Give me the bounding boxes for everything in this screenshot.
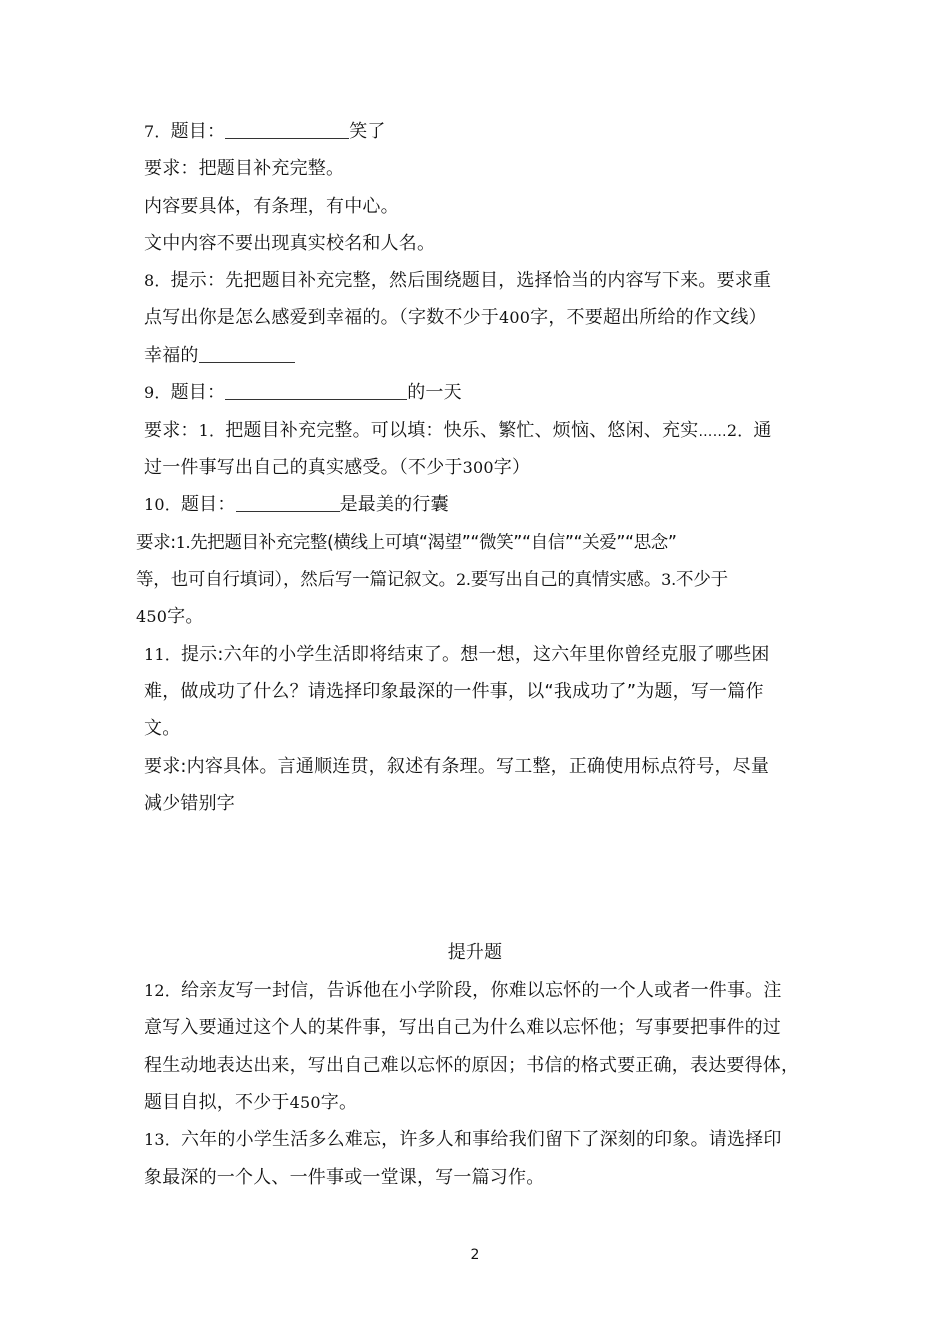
q8-title-blank[interactable] (199, 344, 295, 363)
q12-line4 (144, 1091, 357, 1115)
q12-line4-text-a: 题目自拟，不少于 (144, 1092, 290, 1113)
q9-line2 (144, 456, 530, 480)
q8-title-line (144, 344, 295, 368)
q9-title-line (144, 381, 462, 405)
q10-line2-text-a: 等，也可自行填词），然后写一篇记叙文。 (136, 570, 456, 590)
q8-line2-text-b: 字，不要超出所给的作文线） (530, 307, 767, 328)
q9-req-label: 要求： (144, 420, 199, 441)
section-title: 提升题 (447, 942, 503, 963)
q12-line1 (144, 979, 782, 1003)
page-number: 2 (470, 1247, 480, 1263)
q9-line2-text-b: 字） (493, 457, 531, 478)
q9-title-label: 题目： (170, 382, 226, 403)
q10-line2-text-b: 要写出自己的真情实感。 (470, 570, 662, 590)
q9-line2-text-a: 过一件事写出自己的真实感受。（不少于 (144, 457, 463, 478)
q13-line1 (144, 1128, 782, 1152)
q8-line1 (144, 269, 771, 293)
q9-req-ellipsis: …… (698, 424, 727, 440)
q7-line3: 文中内容不要出现真实校名和人名。 (144, 233, 436, 254)
q10-requirement (136, 531, 677, 555)
q13-line1-text: 六年的小学生活多么难忘，许多人和事给我们留下了深刻的印象。请选择印 (180, 1129, 782, 1150)
q10-line3-text: 字。 (167, 606, 204, 627)
q11-line1-text: 提示:六年的小学生活即将结束了。想一想，这六年里你曾经克服了哪些困 (180, 644, 770, 665)
q9-req-text: 把题目补充完整。可以填：快乐、繁忙、烦恼、悠闲、充实 (225, 420, 699, 441)
q12-line2: 意写入要通过这个人的某件事，写出自己为什么难以忘怀他；写事要把事件的过 (144, 1017, 781, 1038)
q8-title-prefix: 幸福的 (144, 345, 199, 366)
q7-line2: 内容要具体，有条理，有中心。 (144, 196, 399, 217)
q10-title-blank[interactable] (236, 493, 340, 512)
q10-num3: 3. (661, 570, 677, 589)
q11-requirement-line2: 减少错别字 (144, 793, 235, 814)
q10-num2: 2. (455, 570, 471, 589)
q10-title-suffix: 是最美的行囊 (339, 494, 449, 515)
q9-requirement (144, 419, 772, 444)
q8-number: 8． (144, 271, 171, 290)
q9-req-num1: 1． (198, 421, 226, 440)
q10-title-line (144, 493, 449, 517)
q7-title-line (144, 120, 386, 144)
q10-req-num1: 1. (175, 533, 191, 552)
q10-req-text: 先把题目补充完整(横线上可填“渴望”“微笑”“自信”“关爱”“思念” (190, 533, 677, 553)
q10-req-label: 要求: (136, 533, 176, 553)
q7-title-label: 题目： (170, 121, 226, 142)
q10-line3 (136, 605, 204, 629)
q12-word-count: 450 (289, 1093, 321, 1112)
q10-line2-text-c: 不少于 (676, 570, 728, 590)
q9-req-text-c: 通 (753, 420, 772, 441)
q10-line2 (136, 568, 728, 592)
q8-line2 (144, 306, 767, 330)
q7-requirement: 要求：把题目补充完整。 (144, 158, 345, 179)
q10-title-label: 题目： (180, 494, 236, 515)
q9-number: 9． (144, 383, 171, 402)
q9-title-suffix: 的一天 (407, 382, 462, 403)
q11-line1 (144, 643, 770, 667)
q7-title-blank[interactable] (225, 120, 349, 139)
q11-requirement: 要求:内容具体。言通顺连贯，叙述有条理。写工整，正确使用标点符号，尽量 (144, 756, 770, 777)
q12-line1-text: 给亲友写一封信，告诉他在小学阶段，你难以忘怀的一个人或者一件事。注 (180, 980, 782, 1001)
q13-number: 13． (144, 1130, 181, 1149)
q11-number: 11． (144, 645, 181, 664)
q11-line2: 难，做成功了什么？请选择印象最深的一件事，以“我成功了”为题，写一篇作 (144, 681, 764, 702)
q7-title-suffix: 笑了 (349, 121, 386, 142)
q9-word-count: 300 (462, 458, 494, 477)
q12-line4-text-b: 字。 (320, 1092, 358, 1113)
q9-title-blank[interactable] (225, 381, 407, 400)
q10-number: 10． (144, 495, 181, 514)
q8-word-count: 400 (499, 308, 531, 327)
q11-line3: 文。 (144, 718, 181, 739)
q10-word-count: 450 (136, 607, 168, 626)
q12-number: 12． (144, 981, 181, 1000)
q9-req-num2: 2． (726, 421, 754, 440)
q12-line3: 程生动地表达出来，写出自己难以忘怀的原因；书信的格式要正确，表达要得体， (144, 1055, 800, 1076)
q13-line2: 象最深的一个人、一件事或一堂课，写一篇习作。 (144, 1167, 545, 1188)
q7-number: 7． (144, 122, 171, 141)
q8-line1-text: 提示：先把题目补充完整，然后围绕题目，选择恰当的内容写下来。要求重 (170, 270, 772, 291)
q8-line2-text-a: 点写出你是怎么感爱到幸福的。（字数不少于 (144, 307, 499, 328)
